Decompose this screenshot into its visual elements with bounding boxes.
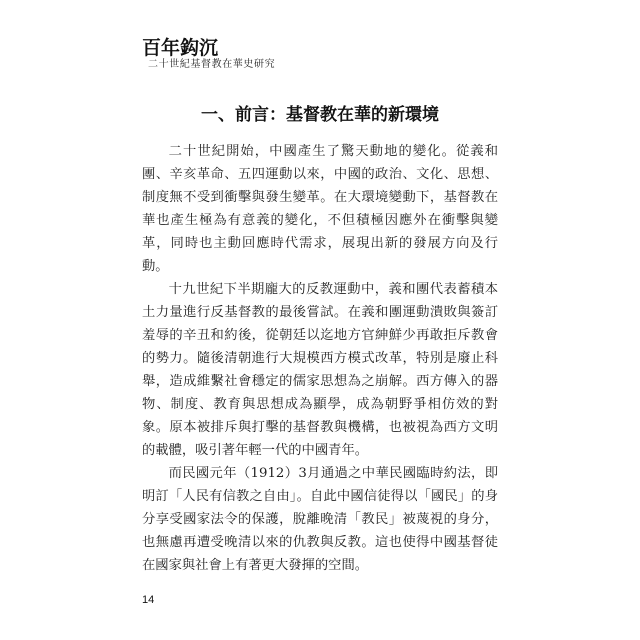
chapter-title: 一、前言：基督教在華的新環境 [201, 105, 439, 125]
paragraph: 二十世紀開始，中國產生了驚天動地的變化。從義和團、辛亥革命、五四運動以來，中國的政治、文化、思想、制度無不受到衝擊與發生變革。在大環境變動下，基督教在華也產生極為有意義的變化，不但積極因應外在衝擊與變革，同時也主動回應時代需求，展現出新的發展方向及行動。 [142, 144, 498, 274]
body-text [142, 140, 498, 577]
book-subtitle: 二十世紀基督教在華史研究 [148, 59, 276, 70]
running-header [142, 38, 302, 72]
paragraph: 而民國元年（1912）3月通過之中華民國臨時約法，即明訂「人民有信教之自由」。自此中國信徒得以「國民」的身分享受國家法令的保護，脫離晚清「教民」被蔑視的身分，也無慮再遭受晚清以來的仇教與反教。這也使得中國基督徒在國家與社會上有著更大發揮的空間。 [142, 466, 498, 573]
paragraph: 十九世紀下半期龐大的反教運動中，義和團代表蓄積本土力量進行反基督教的最後嘗試。在義和團運動潰敗與簽訂羞辱的辛丑和約後，從朝廷以迄地方官紳鮮少再敢拒斥教會的勢力。隨後清朝進行大規模西方模式改革，特別是廢止科舉，造成維繫社會穩定的儒家思想為之崩解。西方傳入的器物、制度、教育與思想成為顯學，成為朝野爭相仿效的對象。原本被排斥與打擊的基督教與機構，也被視為西方文明的載體，吸引著年輕一代的中國青年。 [142, 282, 498, 458]
book-title: 百年鈎沉 [142, 37, 219, 59]
page-number: 14 [142, 594, 155, 606]
